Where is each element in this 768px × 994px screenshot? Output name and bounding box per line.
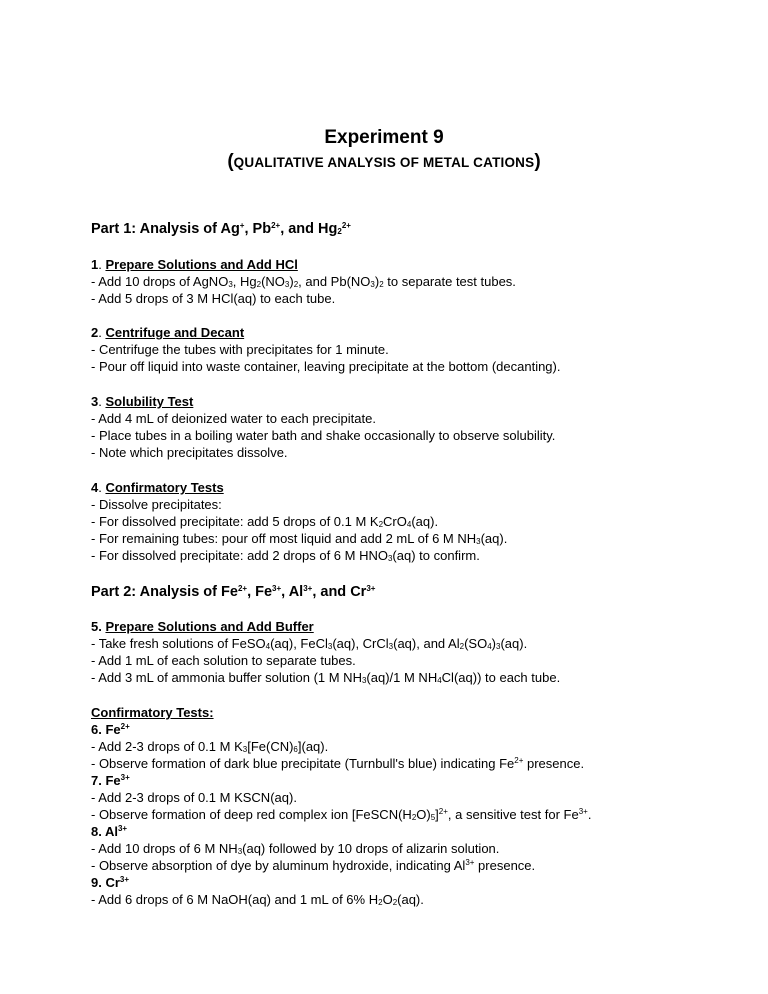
step-2-line-1: - Centrifuge the tubes with precipitates for 1 minute. [91, 342, 389, 357]
subscript: 5 [430, 813, 436, 822]
line-text: (aq). [500, 636, 528, 651]
line-text: CrO [383, 514, 407, 529]
line-text: to separate test tubes. [383, 274, 516, 289]
page-subtitle [0, 150, 768, 175]
test-7-line-2 [91, 806, 591, 823]
line-text: presence. [523, 756, 585, 771]
test-label: 7. Fe [91, 773, 121, 788]
test-label: 6. Fe [91, 722, 121, 737]
step-number: 5. [91, 619, 102, 634]
line-text: (aq) to confirm. [392, 548, 480, 563]
subscript: 4 [487, 642, 492, 651]
line-text: (aq), CrCl [332, 636, 389, 651]
test-8-line-1 [91, 840, 499, 857]
step-3-line-2: - Place tubes in a boiling water bath and shake occasionally to observe solubility. [91, 428, 556, 443]
step-5-line-2: - Add 1 mL of each solution to separate tubes. [91, 653, 356, 668]
step-3-line-1: - Add 4 mL of deionized water to each precipitate. [91, 411, 376, 426]
test-label: 9. Cr [91, 875, 120, 890]
line-text: O) [416, 807, 431, 822]
step-5-line-1 [91, 635, 527, 652]
subscript: 2 [378, 898, 383, 907]
step-4-line-3 [91, 530, 507, 547]
subscript: 3 [476, 537, 481, 546]
step-label: Prepare Solutions and Add Buffer [105, 619, 314, 634]
charge-sup: 2+ [271, 221, 281, 230]
line-text: (NO [261, 274, 285, 289]
line-text: [Fe(CN) [247, 739, 294, 754]
step-number: 4 [91, 480, 99, 495]
line-text: - For dissolved precipitate: add 5 drops of 0.1 M K [91, 514, 379, 529]
confirmatory-tests-heading: Confirmatory Tests: [91, 705, 214, 720]
charge-sup: 3+ [272, 584, 282, 593]
subscript: 2 [293, 280, 299, 289]
step-4-line-1: - Dissolve precipitates: [91, 497, 222, 512]
line-text: (aq) followed by 10 drops of alizarin solution. [242, 841, 500, 856]
charge-sup: 3+ [120, 773, 130, 782]
step-2-heading [91, 324, 244, 341]
line-text: ) [289, 274, 294, 289]
line-text: - Observe formation of deep red complex ion [FeSCN(H [91, 807, 412, 822]
line-text: (aq), FeCl [270, 636, 328, 651]
line-text: (SO [464, 636, 488, 651]
step-label: Solubility Test [105, 394, 194, 409]
test-9-line-1 [91, 891, 424, 908]
subscript: 3 [242, 745, 248, 754]
step-4-heading [91, 479, 224, 496]
line-text: , a sensitive test for Fe [447, 807, 579, 822]
line-text: , Hg [232, 274, 257, 289]
step-separator: . [98, 394, 106, 409]
charge-sup: + [239, 221, 245, 230]
line-text: - For remaining tubes: pour off most liquid and add 2 mL of 6 M NH [91, 531, 477, 546]
test-8-line-2 [91, 857, 535, 874]
step-3-heading [91, 393, 193, 410]
line-text: (aq). [397, 892, 424, 907]
part2-heading [91, 583, 375, 601]
charge-sup: 2+ [237, 584, 248, 593]
line-text: ) [491, 636, 496, 651]
subscript: 4 [406, 520, 412, 529]
step-1-line-1 [91, 273, 516, 290]
subscript: 3 [388, 642, 394, 651]
subscript: 2 [411, 813, 417, 822]
part2-heading-text: , and Cr [312, 584, 367, 600]
step-1-line-2: - Add 5 drops of 3 M HCl(aq) to each tube. [91, 291, 336, 306]
part2-heading-text: , Fe [247, 584, 273, 600]
part1-heading-text: , and Hg [280, 221, 338, 237]
subscript: 2 [378, 520, 384, 529]
subscript: 3 [361, 676, 367, 685]
subscript: 2 [337, 227, 342, 236]
subscript: 3 [496, 642, 501, 651]
subtitle-close-paren: ) [534, 151, 541, 172]
subscript: 2 [256, 280, 262, 289]
subscript: 3 [284, 280, 290, 289]
subscript: 3 [228, 280, 233, 289]
test-6-heading [91, 721, 130, 738]
charge-sup: 2+ [514, 756, 524, 765]
line-text: ) [374, 274, 380, 289]
step-2-line-2: - Pour off liquid into waste container, leaving precipitate at the bottom (decanting). [91, 359, 561, 374]
line-text: ](aq). [297, 739, 329, 754]
step-4-line-2 [91, 513, 438, 530]
subscript: 4 [265, 642, 271, 651]
subscript: 6 [293, 745, 298, 754]
charge-sup: 3+ [366, 584, 376, 593]
charge-sup: 3+ [465, 858, 475, 867]
line-text: , and Pb(NO [298, 274, 371, 289]
line-text: - Add 10 drops of 6 M NH [91, 841, 238, 856]
step-separator: . [98, 480, 106, 495]
step-5-line-3 [91, 669, 560, 686]
charge-sup: 3+ [303, 584, 313, 593]
subtitle-text: QUALITATIVE ANALYSIS OF METAL CATIONS [233, 155, 535, 170]
line-text: - Observe formation of dark blue precipitate (Turnbull's blue) indicating Fe [91, 756, 515, 771]
charge-sup: 3+ [119, 875, 130, 884]
charge-sup: 3+ [117, 824, 128, 833]
step-4-line-4 [91, 547, 480, 564]
subscript: 3 [387, 554, 393, 563]
line-text: - Add 6 drops of 6 M NaOH(aq) and 1 mL of 6% H [91, 892, 379, 907]
charge-sup: 2+ [438, 807, 448, 816]
step-1-heading [91, 256, 298, 273]
test-6-line-2 [91, 755, 584, 772]
line-text: ] [435, 807, 439, 822]
line-text: (aq)/1 M NH [366, 670, 438, 685]
test-6-line-1 [91, 738, 328, 755]
line-text: Cl(aq)) to each tube. [441, 670, 561, 685]
line-text: (aq). [480, 531, 508, 546]
part1-heading-text: , Pb [244, 221, 272, 237]
line-text: - Observe absorption of dye by aluminum hydroxide, indicating Al [91, 858, 466, 873]
part1-heading [91, 220, 351, 238]
subscript: 2 [392, 898, 398, 907]
test-9-heading [91, 874, 129, 891]
line-text: - Take fresh solutions of FeSO [91, 636, 266, 651]
part1-heading-text: Part 1: Analysis of Ag [91, 221, 240, 237]
step-separator: . [98, 257, 106, 272]
part2-heading-text: , Al [281, 584, 304, 600]
test-label: 8. Al [91, 824, 118, 839]
line-text: - Add 2-3 drops of 0.1 M K [91, 739, 243, 754]
subscript: 4 [437, 676, 442, 685]
subscript: 2 [379, 280, 384, 289]
step-number: 1 [91, 257, 99, 272]
step-label: Prepare Solutions and Add HCl [105, 257, 298, 272]
subscript: 3 [237, 847, 243, 856]
line-text: - Add 3 mL of ammonia buffer solution (1 M NH [91, 670, 362, 685]
step-3-line-3: - Note which precipitates dissolve. [91, 445, 288, 460]
line-text: - Add 10 drops of AgNO [91, 274, 229, 289]
charge-sup: 2+ [341, 221, 351, 230]
line-text: (aq). [411, 514, 439, 529]
page-title: Experiment 9 [324, 127, 444, 148]
subscript: 3 [370, 280, 375, 289]
test-8-heading [91, 823, 127, 840]
step-5-heading [91, 618, 314, 635]
line-text: - For dissolved precipitate: add 2 drops of 6 M HNO [91, 548, 388, 563]
step-label: Confirmatory Tests [105, 480, 224, 495]
charge-sup: 2+ [120, 722, 130, 731]
test-7-line-1: - Add 2-3 drops of 0.1 M KSCN(aq). [91, 790, 297, 805]
step-number: 3 [91, 394, 99, 409]
part2-heading-text: Part 2: Analysis of Fe [91, 584, 238, 600]
step-separator: . [98, 325, 106, 340]
test-7-heading [91, 772, 130, 789]
line-text: presence. [474, 858, 536, 873]
step-number: 2 [91, 325, 99, 340]
line-text: (aq), and Al [393, 636, 460, 651]
line-text: . [587, 807, 592, 822]
charge-sup: 3+ [578, 807, 588, 816]
step-label: Centrifuge and Decant [105, 325, 245, 340]
subscript: 2 [459, 642, 465, 651]
subtitle-open-paren: ( [227, 151, 234, 172]
line-text: O [382, 892, 393, 907]
subscript: 3 [327, 642, 333, 651]
